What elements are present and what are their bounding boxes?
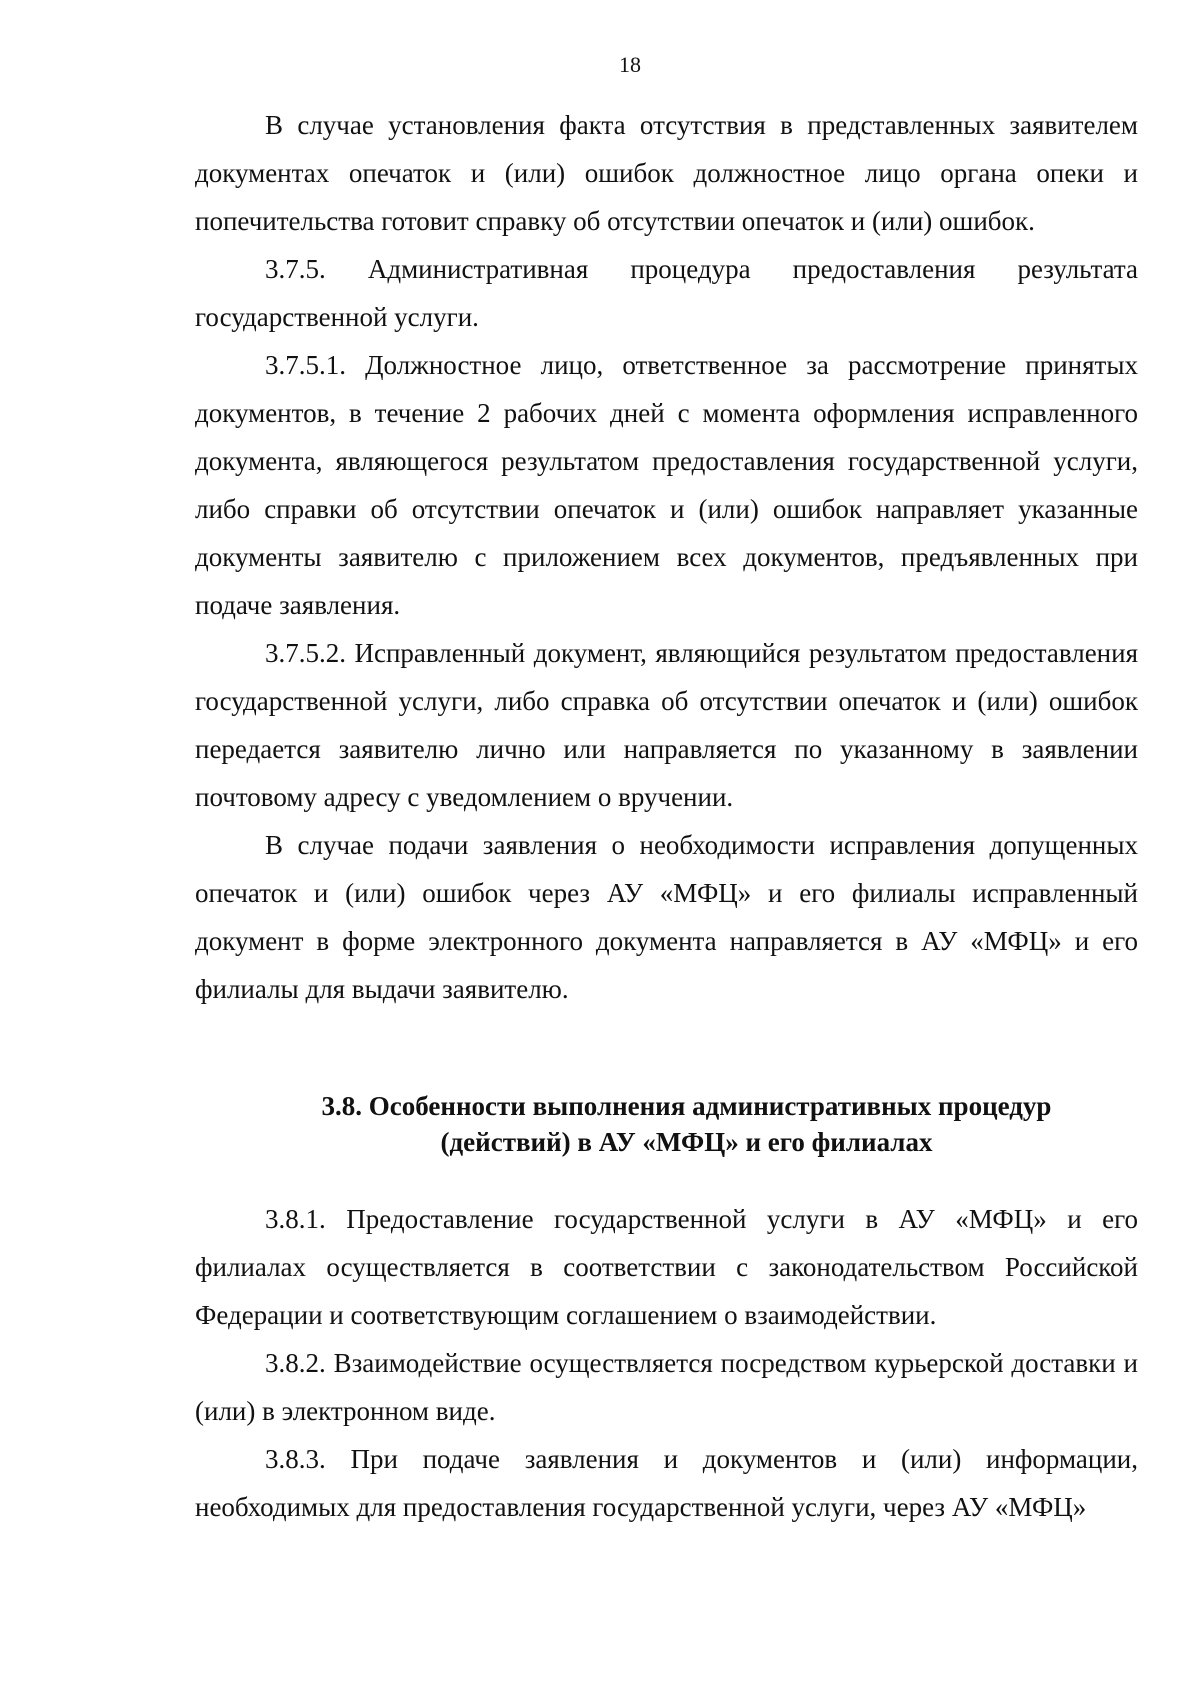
paragraph-3-8-1: 3.8.1. Предоставление государственной услуги в АУ «МФЦ» и его филиалах осуществляется в соответствии с законодательством Российской Федерации и соответствующим соглашением о взаимодействии.	[195, 1204, 1138, 1330]
section-3-7-text	[195, 101, 1138, 1013]
page-number: 18	[619, 52, 641, 77]
paragraph-3-8-3: 3.8.3. При подаче заявления и документов и (или) информации, необходимых для предоставления государственной услуги, через АУ «МФЦ»	[195, 1444, 1138, 1522]
paragraph-no-errors-certificate: В случае установления факта отсутствия в представленных заявителем документах опечаток и (или) ошибок должностное лицо органа опеки и попечительства готовит справку об отсутствии опечаток и (или) ошибок.	[195, 110, 1138, 236]
heading-line-1: 3.8. Особенности выполнения административных процедур	[321, 1091, 1052, 1121]
paragraph-3-7-5: 3.7.5. Административная процедура предоставления результата государственной услуги.	[195, 254, 1138, 332]
paragraph-mfc-correction: В случае подачи заявления о необходимости исправления допущенных опечаток и (или) ошибок через АУ «МФЦ» и его филиалы исправленный документ в форме электронного документа направляется в АУ «МФЦ» и его филиалы для выдачи заявителю.	[195, 830, 1138, 1004]
paragraph-3-8-2: 3.8.2. Взаимодействие осуществляется посредством курьерской доставки и (или) в электронном виде.	[195, 1348, 1138, 1426]
paragraph-3-7-5-2: 3.7.5.2. Исправленный документ, являющийся результатом предоставления государственной услуги, либо справка об отсутствии опечаток и (или) ошибок передается заявителю лично или направляется по указанному в заявлении почтовому адресу с уведомлением о вручении.	[195, 638, 1138, 812]
section-3-8-heading	[195, 1088, 1138, 1160]
heading-line-2: (действий) в АУ «МФЦ» и его филиалах	[440, 1127, 933, 1157]
paragraph-3-7-5-1: 3.7.5.1. Должностное лицо, ответственное за рассмотрение принятых документов, в течение 2 рабочих дней с момента оформления исправленного документа, являющегося результатом предоставления государственной услуги, либо справки об отсутствии опечаток и (или) ошибок направляет указанные документы заявителю с приложением всех документов, предъявленных при подаче заявления.	[195, 350, 1138, 620]
section-3-8-text	[195, 1195, 1138, 1531]
